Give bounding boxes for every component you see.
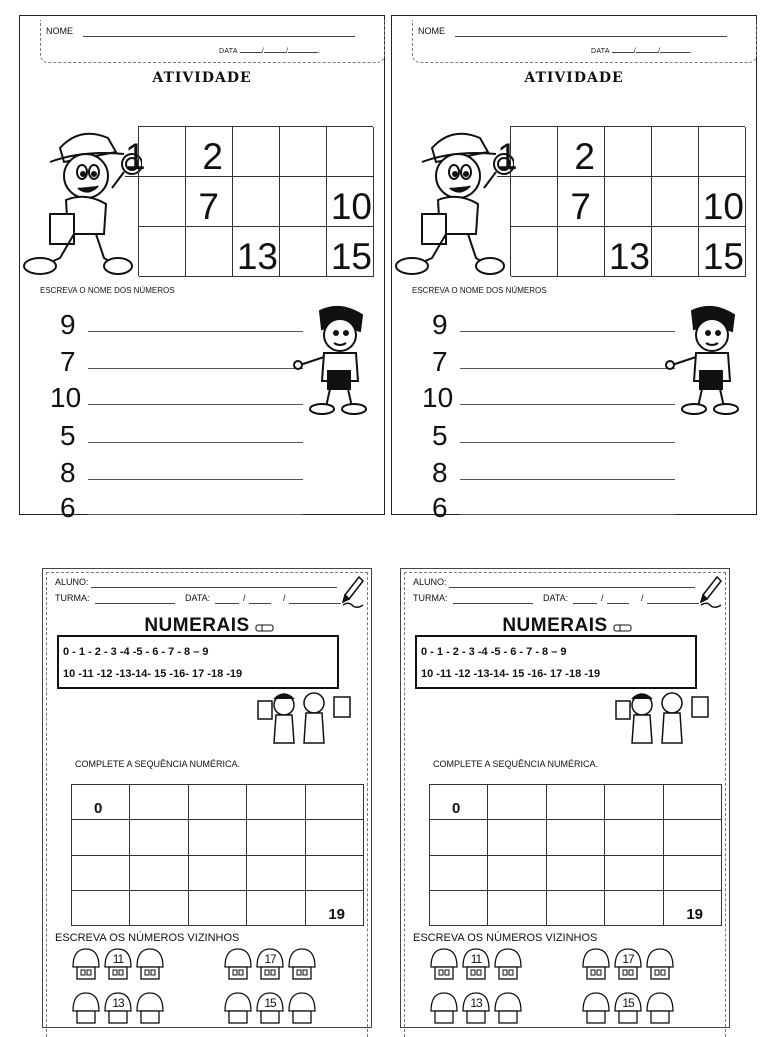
- number-write-row: [60, 301, 305, 340]
- student-label: ALUNO:: [55, 577, 89, 587]
- class-field[interactable]: [453, 603, 533, 604]
- hut-icon: [223, 991, 253, 1025]
- hut-icon: [71, 991, 101, 1025]
- grid-cell[interactable]: [430, 856, 488, 891]
- worksheet-atividade-right: [391, 15, 757, 523]
- student-field[interactable]: [449, 587, 695, 588]
- grid-cell[interactable]: [327, 227, 374, 277]
- date-sep: /: [657, 48, 661, 55]
- hut-icon: [135, 991, 165, 1025]
- grid-cell[interactable]: [186, 227, 233, 277]
- grid-cell[interactable]: [605, 177, 652, 227]
- row-number: 7: [60, 346, 76, 377]
- hut-icon: [135, 947, 165, 981]
- neighbor-number: 15: [264, 996, 276, 1010]
- number-write-row: [60, 449, 305, 488]
- hut-icon: [429, 947, 459, 981]
- neighbor-group: [429, 991, 523, 1025]
- sequence-grid: [71, 784, 364, 926]
- hut-icon: [71, 947, 101, 981]
- page-title: ATIVIDADE: [524, 70, 624, 86]
- grid-cell[interactable]: [547, 820, 605, 855]
- date-sep: /: [261, 48, 264, 55]
- neighbor-left-hut[interactable]: [429, 947, 459, 981]
- grid-cell[interactable]: [72, 820, 130, 855]
- hut-icon: [493, 947, 523, 981]
- grid-cell[interactable]: [233, 177, 280, 227]
- grid-cell[interactable]: [430, 891, 488, 926]
- pencil-icon: [341, 575, 365, 609]
- grid-cell[interactable]: [72, 785, 130, 820]
- date-month-field[interactable]: [607, 603, 629, 604]
- grid-cell[interactable]: [189, 820, 247, 855]
- neighbor-left-hut[interactable]: [223, 991, 253, 1025]
- grid-cell[interactable]: [189, 785, 247, 820]
- grid-number: 2: [574, 136, 595, 177]
- date-label: DATA:: [543, 593, 569, 603]
- name-field[interactable]: [83, 36, 355, 37]
- neighbor-number: 17: [622, 952, 634, 966]
- write-line[interactable]: [88, 442, 303, 443]
- grid-cell[interactable]: [558, 127, 605, 177]
- number-write-row: [432, 301, 677, 340]
- number-write-row: [60, 484, 305, 523]
- neighbor-right-hut[interactable]: [287, 947, 317, 981]
- write-line[interactable]: [460, 404, 675, 405]
- boy-illustration: [662, 301, 742, 416]
- date-day-field[interactable]: [215, 603, 239, 604]
- grid-cell[interactable]: [247, 785, 305, 820]
- class-label: TURMA:: [55, 593, 90, 603]
- grid-cell[interactable]: [327, 177, 374, 227]
- neighbor-group: [581, 991, 675, 1025]
- number-write-row: [60, 338, 305, 377]
- date-sep: /: [601, 593, 604, 603]
- grid-cell[interactable]: [189, 856, 247, 891]
- neighbor-group: [429, 947, 523, 981]
- grid-number: 10: [330, 186, 372, 227]
- row-number: 10: [422, 382, 454, 413]
- grid-cell[interactable]: [247, 891, 305, 926]
- instruction: ESCREVA O NOME DOS NÚMEROS: [40, 286, 175, 295]
- sequence-grid: [429, 784, 722, 926]
- grid-cell[interactable]: [430, 820, 488, 855]
- write-line[interactable]: [88, 479, 303, 480]
- row-number: 6: [60, 492, 76, 523]
- number-write-row: [432, 484, 677, 523]
- sequence-line-2: 10 -11 -12 -13-14- 15 -16- 17 -18 -19: [63, 668, 243, 680]
- class-field[interactable]: [95, 603, 175, 604]
- page-title: NUMERAIS: [502, 615, 608, 636]
- grid-cell[interactable]: [605, 785, 663, 820]
- neighbor-right-hut[interactable]: [135, 991, 165, 1025]
- number-grid: [125, 126, 373, 277]
- neighbor-right-hut[interactable]: [287, 991, 317, 1025]
- grid-cell[interactable]: [280, 127, 327, 177]
- hut-icon: [493, 991, 523, 1025]
- grid-cell[interactable]: [130, 785, 188, 820]
- row-number: 7: [432, 346, 448, 377]
- date-field[interactable]: DATA / / .: [591, 48, 693, 55]
- neighbor-right-hut[interactable]: [493, 947, 523, 981]
- grid-cell[interactable]: [547, 856, 605, 891]
- hut-icon: [645, 947, 675, 981]
- hut-icon: [645, 991, 675, 1025]
- grid-cell[interactable]: [488, 856, 546, 891]
- grid-cell[interactable]: [558, 177, 605, 227]
- row-number: 5: [60, 420, 76, 451]
- hut-icon: [223, 947, 253, 981]
- grid-cell[interactable]: [233, 227, 280, 277]
- grid-cell[interactable]: [699, 227, 746, 277]
- sequence-line-1: 0 - 1 - 2 - 3 -4 -5 - 6 - 7 - 8 – 9: [421, 646, 567, 658]
- grid-cell[interactable]: [605, 127, 652, 177]
- neighbor-number: 13: [470, 996, 482, 1010]
- detective-illustration: [392, 118, 514, 278]
- neighbor-right-hut[interactable]: [645, 991, 675, 1025]
- eraser-icon: [613, 623, 633, 633]
- page-title: ATIVIDADE: [152, 70, 252, 86]
- hut-icon: [429, 991, 459, 1025]
- grid-cell[interactable]: [558, 227, 605, 277]
- grid-number: 15: [702, 236, 744, 277]
- row-number: 8: [60, 457, 76, 488]
- neighbor-left-hut[interactable]: [581, 947, 611, 981]
- row-number: 5: [432, 420, 448, 451]
- date-label: DATA: [591, 48, 610, 55]
- number-sequence-box: [415, 635, 697, 689]
- grid-number: 15: [330, 236, 372, 277]
- neighbor-center-hut: [255, 991, 285, 1025]
- grid-cell[interactable]: [497, 127, 558, 177]
- write-line[interactable]: [460, 331, 675, 332]
- instruction: ESCREVA O NOME DOS NÚMEROS: [412, 286, 547, 295]
- neighbors-heading: ESCREVA OS NÚMEROS VIZINHOS: [55, 932, 240, 944]
- student-label: ALUNO:: [413, 577, 447, 587]
- grid-cell[interactable]: [605, 820, 663, 855]
- neighbor-number: 11: [470, 952, 482, 966]
- neighbor-center-hut: [461, 991, 491, 1025]
- grid-cell[interactable]: [488, 785, 546, 820]
- number-grid: [497, 126, 745, 277]
- neighbor-center-hut: [103, 947, 133, 981]
- grid-cell[interactable]: [327, 127, 374, 177]
- grid-cell[interactable]: [306, 891, 364, 926]
- row-number: 9: [432, 309, 448, 340]
- neighbor-group: [223, 991, 317, 1025]
- neighbor-right-hut[interactable]: [645, 947, 675, 981]
- grid-cell[interactable]: [247, 856, 305, 891]
- neighbor-right-hut[interactable]: [135, 947, 165, 981]
- write-line[interactable]: [88, 331, 303, 332]
- grid-number: 0: [452, 800, 461, 818]
- neighbor-number: 11: [112, 952, 124, 966]
- grid-number: 19: [686, 906, 703, 923]
- neighbor-group: [223, 947, 317, 981]
- number-write-row: [432, 412, 677, 451]
- grid-cell[interactable]: [72, 856, 130, 891]
- number-write-row: [422, 374, 667, 413]
- row-number: 9: [60, 309, 76, 340]
- row-number: 8: [432, 457, 448, 488]
- number-write-row: [432, 338, 677, 377]
- hut-icon: [287, 991, 317, 1025]
- grid-number: 13: [608, 236, 650, 277]
- worksheet-numerais-right: [400, 568, 730, 1028]
- write-line[interactable]: [460, 368, 675, 369]
- page-title: NUMERAIS: [144, 615, 250, 636]
- neighbor-left-hut[interactable]: [71, 947, 101, 981]
- grid-cell[interactable]: [652, 227, 699, 277]
- grid-cell[interactable]: [652, 177, 699, 227]
- date-label: DATA:: [185, 593, 211, 603]
- header-box: [40, 20, 385, 63]
- neighbor-group: [581, 947, 675, 981]
- grid-cell[interactable]: [130, 891, 188, 926]
- neighbor-group: [71, 947, 165, 981]
- number-write-row: [50, 374, 295, 413]
- grid-cell[interactable]: [280, 227, 327, 277]
- grid-cell[interactable]: [488, 820, 546, 855]
- instruction: COMPLETE A SEQUÊNCIA NUMÉRICA.: [433, 759, 599, 769]
- grid-number: 7: [570, 186, 591, 227]
- grid-number: 19: [328, 906, 345, 923]
- pencil-icon: [699, 575, 723, 609]
- grid-number: 1: [125, 136, 146, 177]
- neighbor-left-hut[interactable]: [581, 991, 611, 1025]
- grid-number: 1: [497, 136, 518, 177]
- grid-number: 7: [198, 186, 219, 227]
- student-field[interactable]: [91, 587, 337, 588]
- eraser-icon: [255, 623, 275, 633]
- grid-cell[interactable]: [547, 785, 605, 820]
- grid-cell[interactable]: [511, 227, 558, 277]
- grid-cell[interactable]: [664, 891, 722, 926]
- name-field[interactable]: [455, 36, 727, 37]
- grid-cell[interactable]: [699, 177, 746, 227]
- write-line[interactable]: [88, 404, 303, 405]
- hut-icon: [581, 991, 611, 1025]
- neighbor-center-hut: [461, 947, 491, 981]
- worksheet-atividade-left: [19, 15, 385, 523]
- grid-cell[interactable]: [699, 127, 746, 177]
- grid-cell[interactable]: [664, 820, 722, 855]
- hut-icon: [287, 947, 317, 981]
- neighbor-number: 17: [264, 952, 276, 966]
- grid-number: 0: [94, 800, 103, 818]
- write-line[interactable]: [460, 442, 675, 443]
- grid-cell[interactable]: [280, 177, 327, 227]
- number-write-row: [432, 449, 677, 488]
- neighbor-right-hut[interactable]: [493, 991, 523, 1025]
- grid-cell[interactable]: [130, 820, 188, 855]
- grid-cell[interactable]: [664, 785, 722, 820]
- grid-cell[interactable]: [511, 177, 558, 227]
- number-sequence-box: [57, 635, 339, 689]
- grid-cell[interactable]: [430, 785, 488, 820]
- date-sep: /: [641, 593, 644, 603]
- date-label: DATA: [219, 48, 238, 55]
- grid-cell[interactable]: [306, 820, 364, 855]
- row-number: 6: [432, 492, 448, 523]
- neighbor-left-hut[interactable]: [429, 991, 459, 1025]
- grid-cell[interactable]: [139, 227, 186, 277]
- grid-cell[interactable]: [605, 856, 663, 891]
- grid-cell[interactable]: [72, 891, 130, 926]
- write-line[interactable]: [88, 514, 303, 515]
- date-day-field[interactable]: [573, 603, 597, 604]
- date-sep: /: [633, 48, 636, 55]
- grid-number: 10: [702, 186, 744, 227]
- neighbor-center-hut: [613, 947, 643, 981]
- grid-cell[interactable]: [139, 177, 186, 227]
- grid-cell[interactable]: [130, 856, 188, 891]
- date-sep: /: [243, 593, 246, 603]
- neighbor-center-hut: [613, 991, 643, 1025]
- date-field[interactable]: DATA / / .: [219, 48, 321, 55]
- grid-number: 13: [236, 236, 278, 277]
- hut-icon: [581, 947, 611, 981]
- neighbor-center-hut: [255, 947, 285, 981]
- neighbor-group: [71, 991, 165, 1025]
- sequence-line-2: 10 -11 -12 -13-14- 15 -16- 17 -18 -19: [421, 668, 601, 680]
- neighbor-center-hut: [103, 991, 133, 1025]
- date-month-field[interactable]: [249, 603, 271, 604]
- grid-cell[interactable]: [488, 891, 546, 926]
- boy-illustration: [290, 301, 370, 416]
- number-write-row: [60, 412, 305, 451]
- grid-cell[interactable]: [186, 127, 233, 177]
- date-year-field[interactable]: [647, 603, 699, 604]
- date-year-field[interactable]: [289, 603, 341, 604]
- grid-number: 2: [202, 136, 223, 177]
- write-line[interactable]: [460, 479, 675, 480]
- date-sep: /: [283, 593, 286, 603]
- grid-cell[interactable]: [189, 891, 247, 926]
- name-label: NOME: [46, 26, 73, 36]
- grid-cell[interactable]: [605, 891, 663, 926]
- neighbor-left-hut[interactable]: [223, 947, 253, 981]
- detective-illustration: [20, 118, 142, 278]
- neighbor-number: 15: [622, 996, 634, 1010]
- name-label: NOME: [418, 26, 445, 36]
- worksheet-numerais-left: [42, 568, 372, 1028]
- grid-cell[interactable]: [306, 785, 364, 820]
- grid-cell[interactable]: [547, 891, 605, 926]
- row-number: 10: [50, 382, 82, 413]
- neighbor-number: 13: [112, 996, 124, 1010]
- neighbor-left-hut[interactable]: [71, 991, 101, 1025]
- neighbors-heading: ESCREVA OS NÚMEROS VIZINHOS: [413, 932, 598, 944]
- sequence-line-1: 0 - 1 - 2 - 3 -4 -5 - 6 - 7 - 8 – 9: [63, 646, 209, 658]
- grid-cell[interactable]: [247, 820, 305, 855]
- grid-cell[interactable]: [605, 227, 652, 277]
- grid-cell[interactable]: [233, 127, 280, 177]
- date-sep: /: [285, 48, 289, 55]
- header-box: [412, 20, 757, 63]
- grid-cell[interactable]: [125, 127, 186, 177]
- write-line[interactable]: [460, 514, 675, 515]
- class-label: TURMA:: [413, 593, 448, 603]
- kids-illustration: [248, 687, 358, 745]
- grid-cell[interactable]: [306, 856, 364, 891]
- write-line[interactable]: [88, 368, 303, 369]
- grid-cell[interactable]: [652, 127, 699, 177]
- grid-cell[interactable]: [186, 177, 233, 227]
- instruction: COMPLETE A SEQUÊNCIA NUMÉRICA.: [75, 759, 241, 769]
- grid-cell[interactable]: [664, 856, 722, 891]
- kids-illustration: [606, 687, 716, 745]
